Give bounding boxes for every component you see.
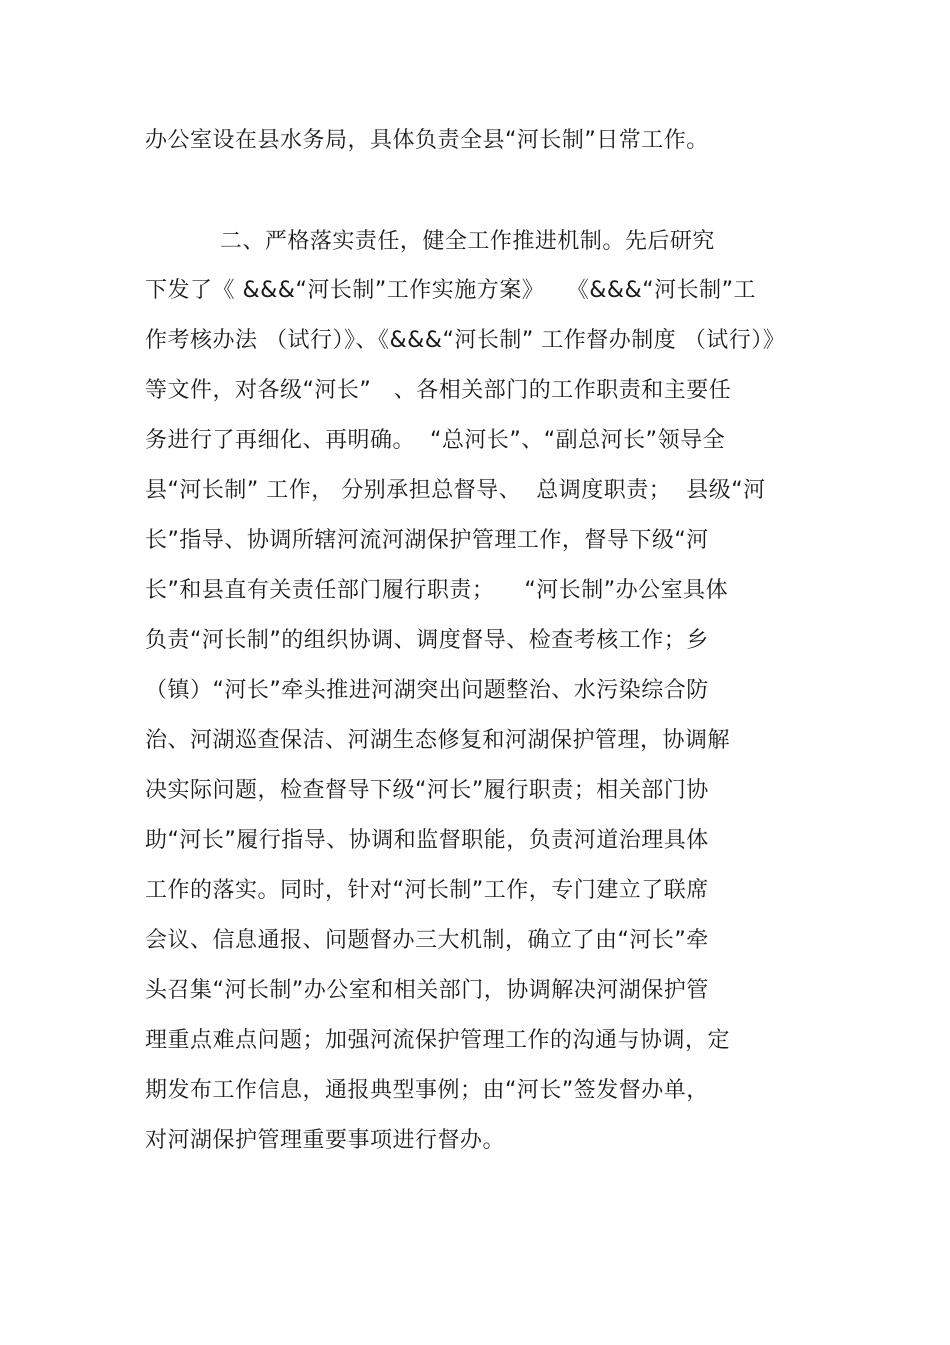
text-line: （镇）“河长”牵头推进河湖突出问题整治、水污染综合防 (145, 678, 709, 703)
text-line: 等文件，对各级“河长” 、各相关部门的工作职责和主要任 (145, 378, 732, 403)
text-line: 务进行了再细化、再明确。 “总河长”、“副总河长”领导全 (145, 428, 726, 453)
text-line: 长”和县直有关责任部门履行职责； “河长制”办公室具体 (145, 578, 729, 603)
text-line: 下发了《 &&&“河长制”工作实施方案》 《&&&“河长制”工 (145, 278, 756, 303)
text-line: 治、河湖巡查保洁、河湖生态修复和河湖保护管理，协调解 (145, 728, 731, 753)
section-heading-line: 二、严格落实责任，健全工作推进机制。先后研究 (145, 229, 715, 254)
text-line: 工作的落实。同时，针对“河长制”工作，专门建立了联席 (145, 878, 709, 903)
text-line: 头召集“河长制”办公室和相关部门，协调解决河湖保护管 (145, 978, 709, 1003)
text-line: 负责“河长制”的组织协调、调度督导、检查考核工作；乡 (145, 628, 709, 653)
text-line: 长”指导、协调所辖河流河湖保护管理工作，督导下级“河 (145, 528, 709, 553)
text-line: 理重点难点问题；加强河流保护管理工作的沟通与协调，定 (145, 1028, 731, 1053)
text-line: 期发布工作信息，通报典型事例；由“河长”签发督办单， (145, 1078, 709, 1103)
text-line: 县“河长制” 工作， 分别承担总督导、 总调度职责； 县级“河 (145, 478, 766, 503)
text-line: 助“河长”履行指导、协调和监督职能，负责河道治理具体 (145, 828, 709, 853)
text-line: 对河湖保护管理重要事项进行督办。 (145, 1128, 506, 1153)
text-line: 作考核办法 （试行）》、《&&&“河长制” 工作督办制度 （试行）》 (145, 328, 786, 353)
text-line: 办公室设在县水务局，具体负责全县“河长制”日常工作。 (145, 128, 709, 153)
text-line: 会议、信息通报、问题督办三大机制，确立了由“河长”牵 (145, 928, 709, 953)
text-line: 决实际问题，检查督导下级“河长”履行职责；相关部门协 (145, 778, 709, 803)
